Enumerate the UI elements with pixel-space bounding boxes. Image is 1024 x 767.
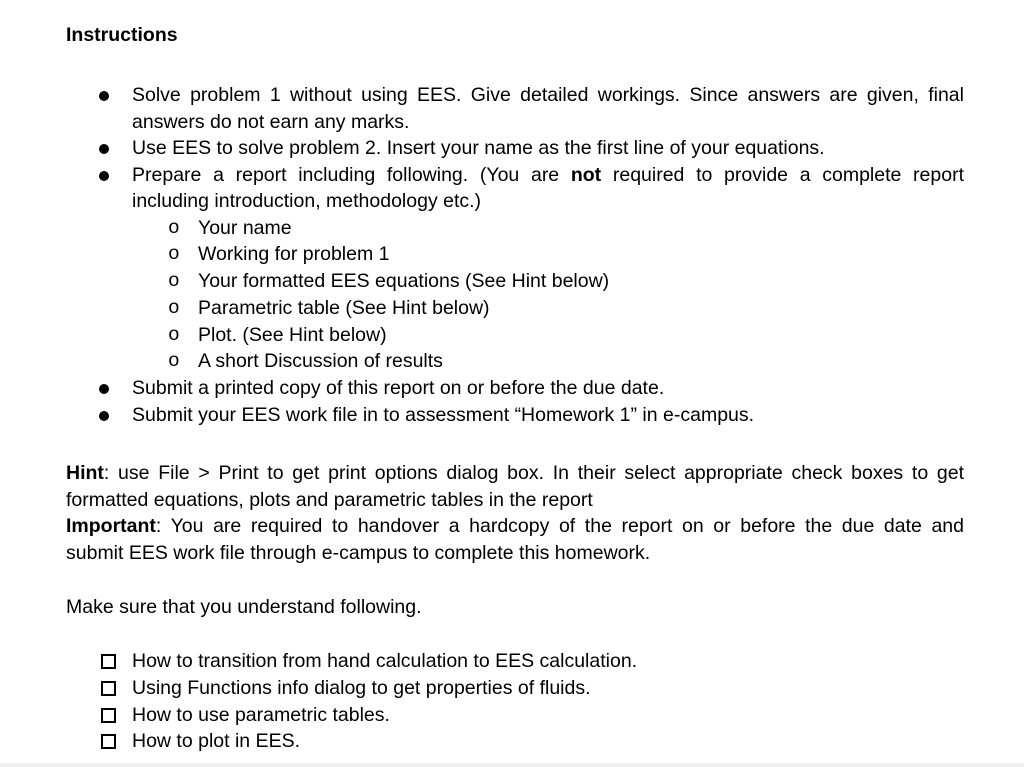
list-item xyxy=(0,402,1024,429)
sub-list-item xyxy=(0,348,1024,375)
make-sure-text: Make sure that you understand following. xyxy=(66,596,422,618)
checkbox-icon xyxy=(101,654,116,669)
list-item-text xyxy=(132,402,964,429)
sub-list-item-text: Your formatted EES equations (See Hint below) xyxy=(198,270,610,293)
list-item-line xyxy=(132,162,964,189)
checklist-item xyxy=(0,675,1024,702)
list-item-line: answers do not earn any marks. xyxy=(132,110,410,133)
page-edge xyxy=(0,763,1024,767)
sub-list-item xyxy=(0,322,1024,349)
sub-list-item-text: Plot. (See Hint below) xyxy=(198,323,387,346)
bullet-icon xyxy=(99,91,109,101)
sub-list-item-text: A short Discussion of results xyxy=(198,350,443,373)
list-item-line: Solve problem 1 without using EES. Give detailed workings. Since answers are given, final xyxy=(132,84,964,106)
text-run: : use File > Print to get print options dialog box. In their select appropriate check boxes to get xyxy=(103,462,964,484)
checklist-item-text: Using Functions info dialog to get properties of fluids. xyxy=(132,676,591,699)
circle-bullet-icon: o xyxy=(168,270,180,293)
bullet-icon xyxy=(99,171,109,181)
list-item-text xyxy=(132,162,964,215)
hint-paragraph xyxy=(66,460,964,566)
sub-list-item xyxy=(0,268,1024,295)
emphasis-text: not xyxy=(570,163,602,186)
checklist-item xyxy=(0,702,1024,729)
sub-list-item-text: Parametric table (See Hint below) xyxy=(198,296,490,319)
list-item-text xyxy=(132,82,964,135)
sub-list-item xyxy=(0,295,1024,322)
text-run: : You are required to handover a hardcopy of the report on or before the due date and xyxy=(155,515,964,538)
text-run: Prepare a report including following. (You are xyxy=(132,163,571,186)
list-item xyxy=(0,82,1024,135)
hint-line xyxy=(66,460,964,487)
report-contents-list xyxy=(0,215,1024,376)
checklist-item-text: How to transition from hand calculation to EES calculation. xyxy=(132,650,638,672)
checklist-item-text: How to use parametric tables. xyxy=(132,703,390,726)
checkbox-icon xyxy=(101,681,116,696)
list-item xyxy=(0,162,1024,215)
circle-bullet-icon: o xyxy=(168,296,180,319)
list-item-text xyxy=(132,135,964,162)
list-item xyxy=(0,135,1024,162)
sub-list-item-text: Working for problem 1 xyxy=(198,243,390,266)
hint-label: Hint xyxy=(66,462,104,484)
sub-list-item xyxy=(0,241,1024,268)
list-item-line: Submit a printed copy of this report on or before the due date. xyxy=(132,377,665,400)
instruction-list xyxy=(0,82,1024,428)
important-line xyxy=(66,513,964,540)
important-line: submit EES work file through e-campus to complete this homework. xyxy=(66,541,651,564)
checklist-item xyxy=(0,728,1024,755)
understanding-checklist xyxy=(0,648,1024,755)
checkbox-icon xyxy=(101,734,116,749)
checkbox-icon xyxy=(101,708,116,723)
list-item-line: including introduction, methodology etc.) xyxy=(132,190,482,212)
bullet-icon xyxy=(99,384,109,394)
circle-bullet-icon: o xyxy=(168,350,180,373)
section-heading: Instructions xyxy=(66,24,178,46)
circle-bullet-icon: o xyxy=(168,243,180,266)
sub-list-item xyxy=(0,215,1024,242)
list-item xyxy=(0,375,1024,402)
checklist-item xyxy=(0,648,1024,675)
important-label: Important xyxy=(66,515,156,538)
checklist-item-text: How to plot in EES. xyxy=(132,730,300,753)
text-run: required to provide a complete report xyxy=(601,163,964,186)
bullet-icon xyxy=(99,411,109,421)
sub-list-item-text: Your name xyxy=(198,216,292,239)
circle-bullet-icon: o xyxy=(168,216,180,239)
list-item-line: Use EES to solve problem 2. Insert your name as the first line of your equations. xyxy=(132,137,825,159)
bullet-icon xyxy=(99,144,109,154)
circle-bullet-icon: o xyxy=(168,323,180,346)
list-item-line: Submit your EES work file in to assessment “Homework 1” in e-campus. xyxy=(132,403,755,426)
list-item-text xyxy=(132,375,964,402)
hint-line: formatted equations, plots and parametric tables in the report xyxy=(66,488,593,511)
